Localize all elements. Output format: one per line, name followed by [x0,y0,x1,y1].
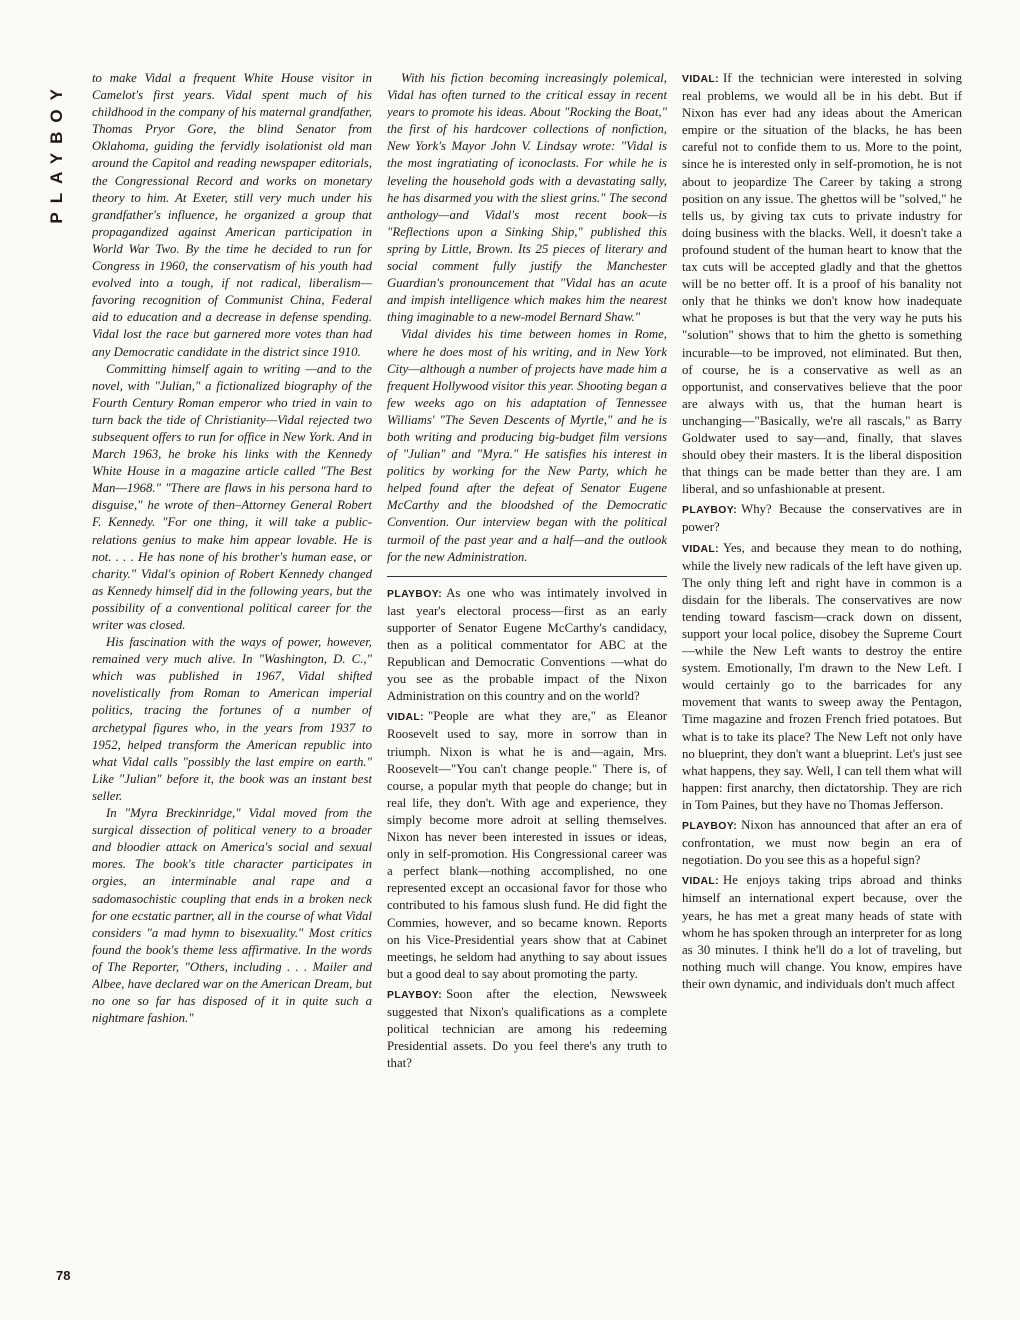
intro-paragraph: Vidal divides his time between homes in Rome, where he does most of his writing, and in New York City—although a number of projects have made him a frequent Hollywood visitor this year. Shooting began a few weeks ago on his adaptation of Tennessee Williams' "The Seven Descents of Myrtle," and he is both writing and producing big-budget film versions of "Julian" and "Myra." He satisfies his interest in politics by working for the New Party, which he helped found after the defeat of Senator Eugene McCarthy and the bloodshed of the Democratic Convention. Our interview began with the political turmoil of the past year and a half—and the outlook for the new Administration. [387,327,667,564]
speaker-label: PLAYBOY: [682,821,738,833]
column-1 [92,70,372,1310]
interview-text: Why? Because the conservatives are in power? [682,502,962,535]
column-2 [387,70,667,1310]
speaker-label: VIDAL: [682,74,720,85]
intro-paragraph: to make Vidal a frequent White House visitor in Camelot's first years. Vidal spent much of his childhood in the company of his maternal grandfather, Thomas Pryor Gore, the blind Senator from Oklahoma, guiding the fervidly isolationist old man around the Capitol and reading newspaper editorials, the Congressional Record and works on monetary theory to him. At Exeter, still very much under his grandfather's influence, he organized a group that propagandized against American participation in World War Two. By the time he decided to run for Congress in 1960, the conservatism of his youth had evolved into a tough, if not radical, liberalism—favoring recognition of Communist China, Federal aid to education and a decrease in defense spending. Vidal lost the race but garnered more votes than had any Democratic candidate in the district since 1910. [92,71,372,359]
interview-text: As one who was intimately involved in last year's electoral process—first as an early supporter of Senator Eugene McCarthy's candidacy, then as a political commentator for ABC at the Republican and Democratic Conventions —what do you see as the probable impact of the Nixon Administration on this country and on the world? [387,585,667,704]
speaker-label: PLAYBOY: [387,989,443,1001]
interview-paragraph [682,70,962,498]
interview-paragraph [682,501,962,536]
interview-paragraph [682,872,962,993]
page-number: 78 [56,1268,71,1283]
interview-paragraph [387,585,667,706]
interview-paragraph [682,817,962,869]
interview-text [387,585,667,1073]
interview-paragraph [387,708,667,983]
interview-paragraph [387,986,667,1072]
interview-paragraph [682,540,962,815]
interview-text: If the technician were interested in solving real problems, we would all be in his debt. But if Nixon has ever had any ideas about the American empire or the situation of the blacks, he has been careful not to confide them to us. More to the point, since he is interested only in self-promotion, he is not about to jeopardize The Career by taking a strong position on any issue. The ghettos will be "solved," he tells us, by giving tax cuts to private industry for doing business with the blacks. Well, it doesn't take a profound student of the human heart to know that the tax cuts will be accepted gladly and that the ghettos will be no better off. It is a proof of his banality not only that he thinks we don't know how inadequate what he proposes is but that the very way he puts his "solution" shows that to him the ghetto is something incurable—to be improved, not eliminated. But then, of course, he is a conservative as well as an opportunist, and conservatives believe that the poor are always with us, that the human heart is unchanging—"Basically, we're all rascals," as Barry Goldwater used to say—and, finally, that slaves should obey their masters. It is the liberal disposition that things can be made better than they are. I am liberal, and so unfashionable at present. [682,71,962,497]
intro-paragraph: Committing himself again to writing —and to the novel, with "Julian," a fictionalized biography of the Fourth Century Roman emperor who tried in vain to turn back the tide of Christianity—Vidal rejected two subsequent offers to run for office in New York. And in March 1963, he broke his links with the Kennedy White House in a magazine article called "The Best Man—1968." "There are flaws in his persona hard to disguise," he wrote of then–Attorney General Robert F. Kennedy. "For one thing, it will take a public-relations genius to make him appear lovable. He is not. . . . He has none of his brother's human ease, or charity." Vidal's opinion of Robert Kennedy changed as Kennedy himself did in the following years, but the possibility of a conventional political career for the writer was closed. [92,361,372,632]
speaker-label: VIDAL: [387,712,425,724]
magazine-logo: PLAYBOY [47,80,66,224]
speaker-label: PLAYBOY: [682,505,738,517]
speaker-label: PLAYBOY: [387,588,443,600]
speaker-label: VIDAL: [682,543,720,555]
intro-paragraph: In "Myra Breckinridge," Vidal moved from the surgical dissection of political venery to a broader and bloodier attack on America's social and sexual mores. The book's title character participates in orgies, an interminable anal rape and a sadomasochistic coupling that ends in a broken neck for one ecstatic partner, all in the course of what Vidal considers "a mad hymn to bisexuality." Most critics found the book's theme less affirmative. In the words of The Reporter, "Others, including . . . Mailer and Albee, have declared war on the American Dream, but no one so far has disposed of it in quite such a nightmare fashion." [92,806,372,1026]
interview-text: Yes, and because they mean to do nothing, while the lively new radicals of the left have given up. The only thing left and right have in common is a disdain for the liberals. The conservatives are now tending toward fascism—crack down on dissent, support your local police, disobey the Supreme Court—while the New Left wants to destroy the entire system. Emotionally, I'm drawn to the New Left. I would certainly go to the barricades for any movement that wants to sweep away the Pentagon, Time magazine and frozen French fried potatoes. But what is to take its place? The New Left not only have no blueprint, they don't want a blueprint. Let's just see what happens, they say. Well, I can tell them what will happen: first anarchy, then dictatorship. They are rich in Tom Paines, but they have no Thomas Jefferson. [682,540,962,812]
intro-paragraph: His fascination with the ways of power, however, remained very much alive. In "Washington, D. C.," which was published in 1967, Vidal shifted novelistically from Roman to American imperial politics, tracing the fortunes of a number of archetypal figures who, in the years from 1937 to 1952, helped transform the American republic into what Vidal calls "possibly the last empire on earth." Like "Julian" before it, the book was an instant best seller. [92,635,372,803]
column-3 [682,70,962,1310]
interview-text: Soon after the election, Newsweek suggested that Nixon's qualifications as a complete political technician are among his redeeming Presidential assets. Do you feel there's any truth to that? [387,986,667,1071]
interview-text: "People are what they are," as Eleanor Roosevelt used to say, more in sorrow than in triumph. Nixon is what he is and—again, Mrs. Roosevelt—"You can't change people." There is, of course, a popular myth that people do change; but in real life, they don't. With age and experience, they simply become more adroit at selling themselves. Nixon has never been interested in issues or ideas, only in self-promotion. His Congressional career was a perfect blank—nothing accomplished, no one represented except an occasional favor for those who contributed to his famous slush fund. He did fight the Commies, however, and so became known. Reports on his Vice-Presidential years show that at Cabinet meetings, he seldom had anything to say about issues but a good deal to say about promoting the party. [387,709,667,981]
section-divider [387,576,667,577]
intro-paragraph: With his fiction becoming increasingly polemical, Vidal has often turned to the critical essay in recent years to promote his ideas. About "Rocking the Boat," the first of his hardcover collections of nonfiction, New York's Mayor John V. Lindsay wrote: "Vidal is the most ingratiating of iconoclasts. For while he is leveling the household gods with a devastating sally, he has disarmed you with the sliest grins." The second anthology—and Vidal's most recent book—is "Reflections upon a Sinking Ship," published this spring by Little, Brown. Its 25 pieces of literary and social comment fully justify the Manchester Guardian's pronouncement that "Vidal has an acute and impish intelligence which makes him the nearest thing imaginable to a new-model Bernard Shaw." [387,71,667,325]
interview-text: He enjoys taking trips abroad and thinks himself an international expert because, over the years, he has met a great many heads of state with whom he has spoken through an interpreter for as long as 30 minutes. I think he'll do a lot of traveling, but nothing much will change. You know, empires have their own dynamic, and individuals don't much affect [682,873,962,991]
interview-text-continued [682,70,962,993]
speaker-label: VIDAL: [682,876,720,888]
interview-text: Nixon has announced that after an era of confrontation, we must now begin an era of negotiation. Do you see this as a hopeful sign? [682,818,962,868]
